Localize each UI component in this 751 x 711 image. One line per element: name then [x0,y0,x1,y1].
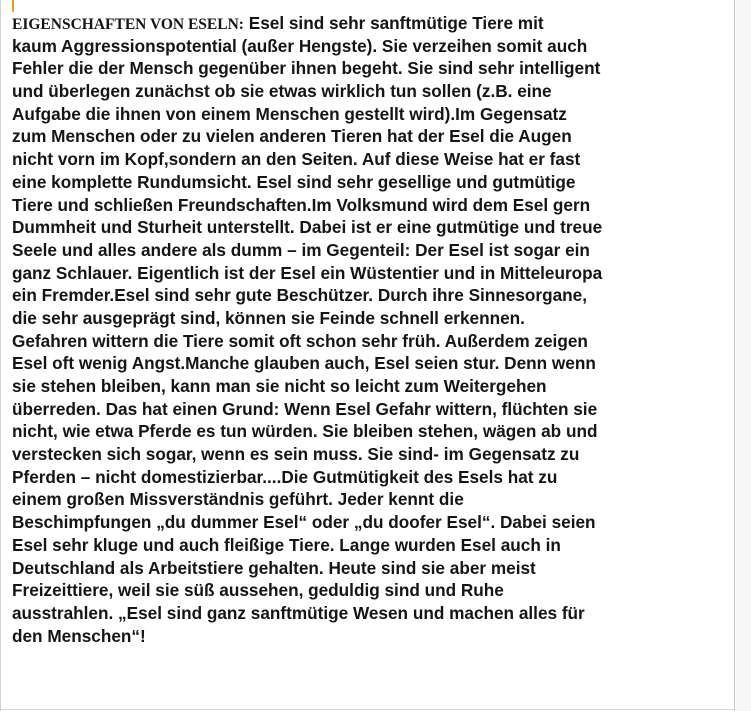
text-line: überreden. Das hat einen Grund: Wenn Esel Gefahr wittern, flüchten sie [12,398,598,419]
first-line-text: Esel sind sehr sanftmütige Tiere mit [243,13,544,33]
scroll-gutter[interactable] [736,0,751,711]
text-line: Pferden – nicht domestizierbar....Die Gutmütigkeit des Esels hat zu [12,466,558,487]
text-line: Esel sehr kluge und auch fleißige Tiere. Lange wurden Esel auch in [12,534,561,555]
text-line: Beschimpfungen „du dummer Esel“ oder „du doofer Esel“. Dabei seien [12,512,596,533]
text-line: sie stehen bleiben, kann man sie nicht so leicht zum Weitergehen [12,376,547,396]
text-line: ausstrahlen. „Esel sind ganz sanftmütige Wesen und machen alles für [12,602,585,623]
text-line: Seele und alles andere als dumm – im Gegenteil: Der Esel ist sogar ein [12,239,590,260]
page-right-edge [734,0,735,711]
text-line: Aufgabe die ihnen von einem Menschen gestellt wird).Im Gegensatz [12,103,567,124]
document-body[interactable] [12,12,732,647]
text-line: eine komplette Rundumsicht. Esel sind sehr gesellige und gutmütige [12,171,576,192]
text-line: zum Menschen oder zu vielen anderen Tieren hat der Esel die Augen [12,126,572,147]
text-line: Gefahren wittern die Tiere somit oft schon sehr früh. Außerdem zeigen [12,330,588,351]
text-line: ganz Schlauer. Eigentlich ist der Esel ein Wüstentier und in Mitteleuropa [12,262,603,283]
text-line: Esel oft wenig Angst.Manche glauben auch, Esel seien stur. Denn wenn [12,353,596,374]
text-line: einem großen Missverständnis geführt. Jeder kennt die [12,489,464,510]
text-line: die sehr ausgeprägt sind, können sie Feinde schnell erkennen. [12,307,525,328]
first-line [12,12,732,35]
page-bottom-edge [0,709,735,710]
text-cursor-marker [12,0,14,12]
document-heading: EIGENSCHAFTEN VON ESELN: [12,16,244,33]
page-left-edge [0,0,1,711]
text-line: Deutschland als Arbeitstiere gehalten. Heute sind sie aber meist [12,557,536,578]
text-line: ein Fremder.Esel sind sehr gute Beschützer. Durch ihre Sinnesorgane, [12,285,587,306]
text-line: Freizeittiere, weil sie süß aussehen, geduldig sind und Ruhe [12,580,504,601]
text-line: den Menschen“! [12,625,146,646]
text-line: Dummheit und Sturheit unterstellt. Dabei ist er eine gutmütige und treue [12,217,603,238]
text-line: und überlegen zunächst ob sie etwas wirklich tun sollen (z.B. eine [12,81,552,102]
text-line: nicht vorn im Kopf,sondern an den Seiten. Auf diese Weise hat er fast [12,149,581,170]
text-line: Fehler die der Mensch gegenüber ihnen begeht. Sie sind sehr intelligent [12,58,601,79]
text-line: kaum Aggressionspotential (außer Hengste). Sie verzeihen somit auch [12,35,588,56]
text-line: nicht, wie etwa Pferde es tun würden. Sie bleiben stehen, wägen ab und [12,421,598,442]
text-line: Tiere und schließen Freundschaften.Im Volksmund wird dem Esel gern [12,194,591,215]
text-line: verstecken sich sogar, wenn es sein muss. Sie sind- im Gegensatz zu [12,444,580,465]
